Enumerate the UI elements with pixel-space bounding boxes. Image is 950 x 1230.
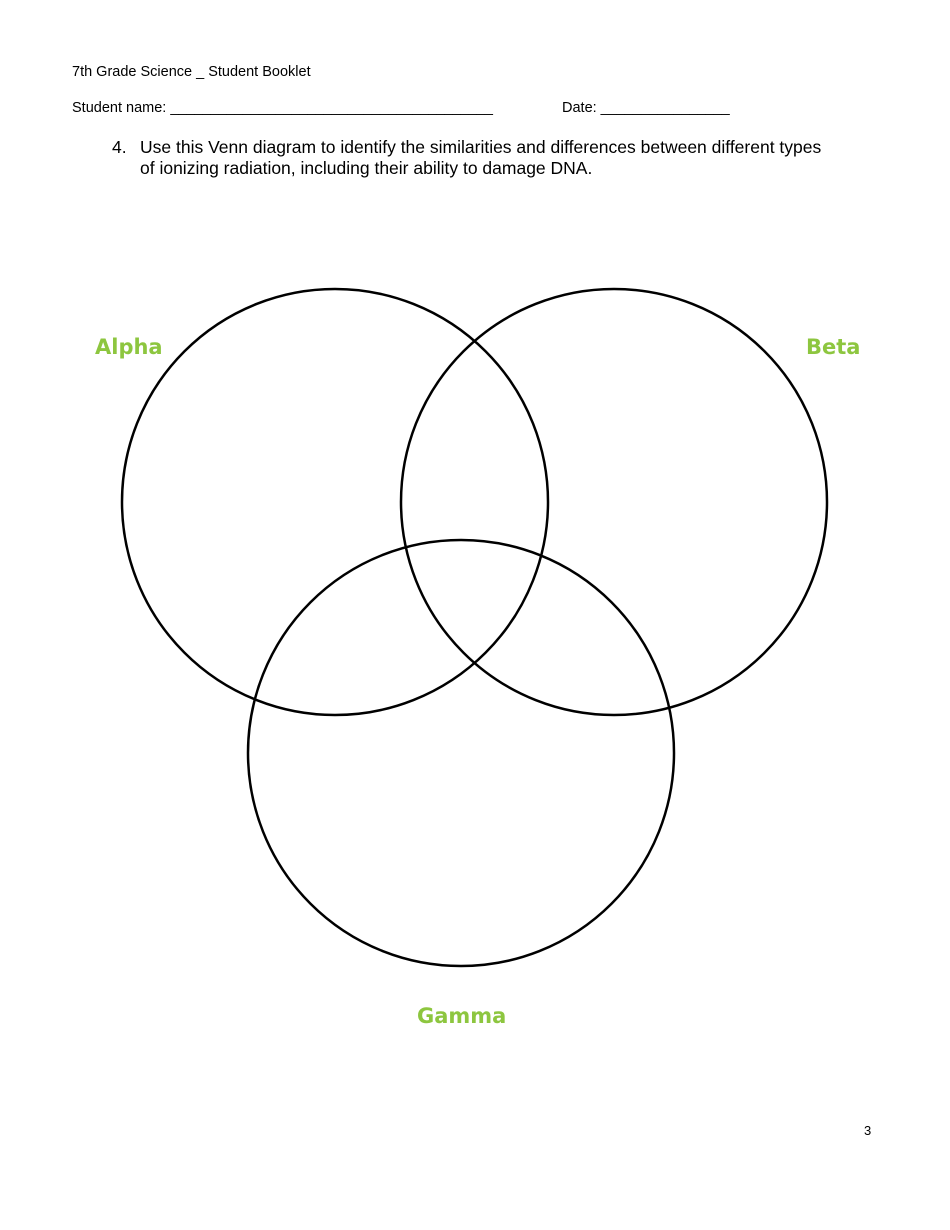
date-field[interactable]: Date: ________________	[562, 100, 730, 116]
booklet-title: 7th Grade Science _ Student Booklet	[72, 64, 311, 80]
student-name-field[interactable]: Student name: ________________________________________	[72, 100, 493, 116]
question-text: Use this Venn diagram to identify the similarities and differences between different types of ionizing radiation, including their ability to damage DNA.	[140, 137, 822, 178]
question-number: 4.	[112, 137, 127, 157]
venn-circle-beta[interactable]	[401, 289, 827, 715]
page-number: 3	[864, 1123, 872, 1138]
venn-label-gamma: Gamma	[417, 1004, 507, 1028]
venn-label-beta: Beta	[806, 335, 861, 359]
venn-circle-gamma[interactable]	[248, 540, 674, 966]
venn-circle-alpha[interactable]	[122, 289, 548, 715]
venn-label-alpha: Alpha	[95, 335, 163, 359]
